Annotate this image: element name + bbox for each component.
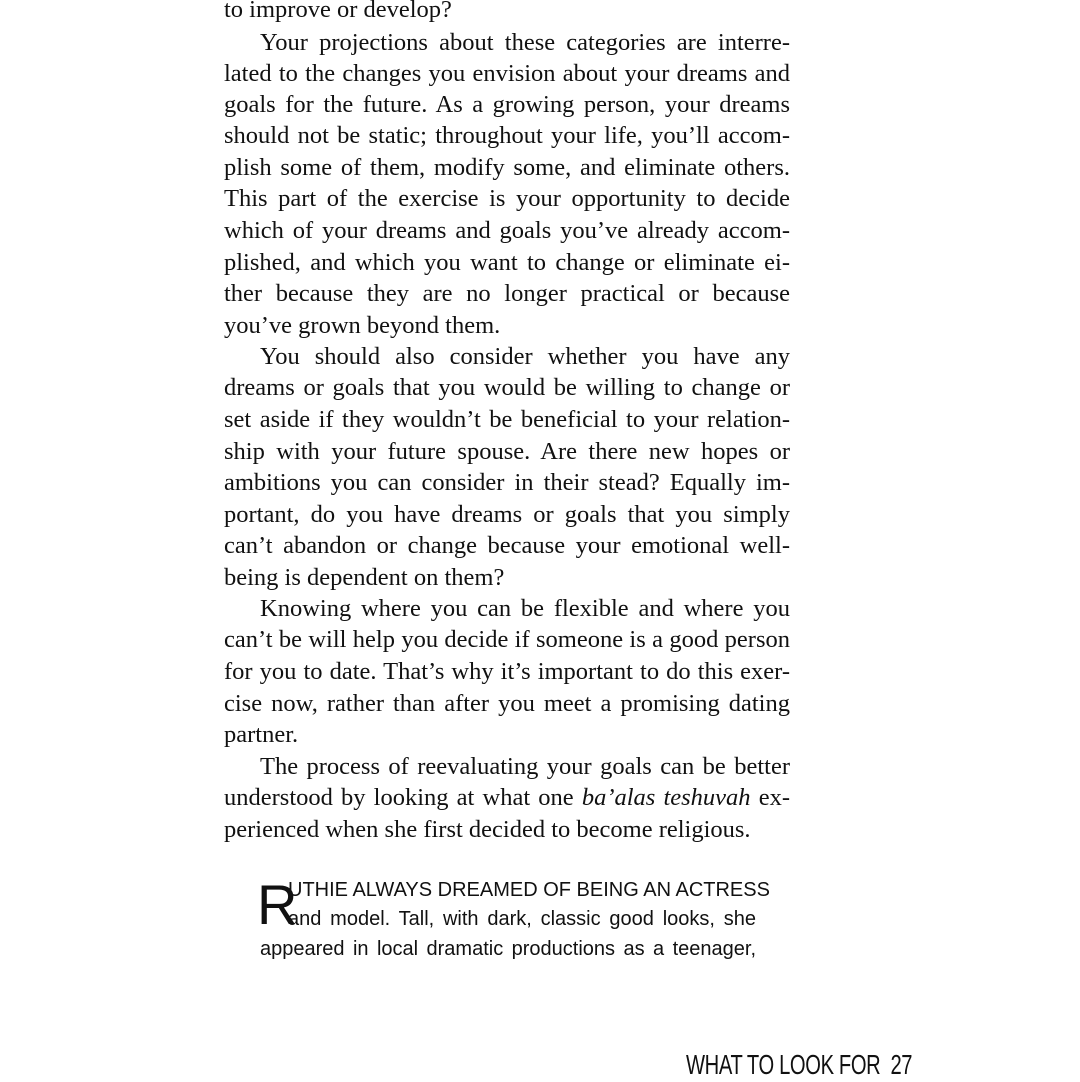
body-line: This part of the exercise is your opportunity to decide	[224, 185, 790, 212]
body-line: partner.	[224, 721, 299, 748]
body-line: can’t be will help you decide if someone is a good person	[224, 626, 790, 653]
body-line: lated to the changes you envision about your dreams and	[224, 60, 790, 87]
drop-cap: R	[257, 873, 298, 936]
italic-term: ba’alas teshuvah	[581, 784, 751, 811]
body-line: set aside if they wouldn’t be beneficial to your relation-	[224, 406, 790, 433]
story-line: appeared in local dramatic productions as a teenager,	[260, 938, 756, 960]
line-text: ex-	[750, 784, 790, 811]
body-line: dreams or goals that you would be willing to change or	[224, 374, 790, 401]
line-text: understood by looking at what one	[224, 784, 582, 811]
body-line: plished, and which you want to change or eliminate ei-	[224, 249, 790, 276]
body-line: portant, do you have dreams or goals that you simply	[224, 501, 790, 528]
body-line: Your projections about these categories are interre-	[260, 29, 790, 56]
page-footer	[686, 1048, 912, 1082]
body-line: for you to date. That’s why it’s important to do this exer-	[224, 658, 790, 685]
body-line: being is dependent on them?	[224, 564, 505, 591]
body-line	[224, 782, 790, 813]
body-line: ther because they are no longer practical or because	[224, 280, 790, 307]
story-line: and model. Tall, with dark, classic good looks, she	[288, 908, 756, 930]
body-line: You should also consider whether you have any	[260, 343, 790, 370]
body-line: plish some of them, modify some, and eliminate others.	[224, 154, 790, 181]
body-line: cise now, rather than after you meet a promising dating	[224, 690, 790, 717]
page-number: 27	[890, 1049, 913, 1080]
body-line: you’ve grown beyond them.	[224, 312, 501, 339]
body-line: ambitions you can consider in their stead? Equally im-	[224, 469, 790, 496]
body-line: goals for the future. As a growing person, your dreams	[224, 91, 790, 118]
running-head: WHAT TO LOOK FOR	[686, 1049, 881, 1080]
body-line: can’t abandon or change because your emotional well-	[224, 532, 790, 559]
story-line: UTHIE ALWAYS DREAMED OF BEING AN ACTRESS	[288, 879, 770, 901]
body-line: The process of reevaluating your goals can be better	[260, 753, 790, 780]
body-line: ship with your future spouse. Are there new hopes or	[224, 438, 790, 465]
body-line: Knowing where you can be flexible and where you	[260, 595, 790, 622]
body-line: which of your dreams and goals you’ve already accom-	[224, 217, 790, 244]
body-line: should not be static; throughout your life, you’ll accom-	[224, 122, 790, 149]
body-line: perienced when she first decided to become religious.	[224, 816, 751, 843]
body-line: to improve or develop?	[224, 0, 452, 23]
